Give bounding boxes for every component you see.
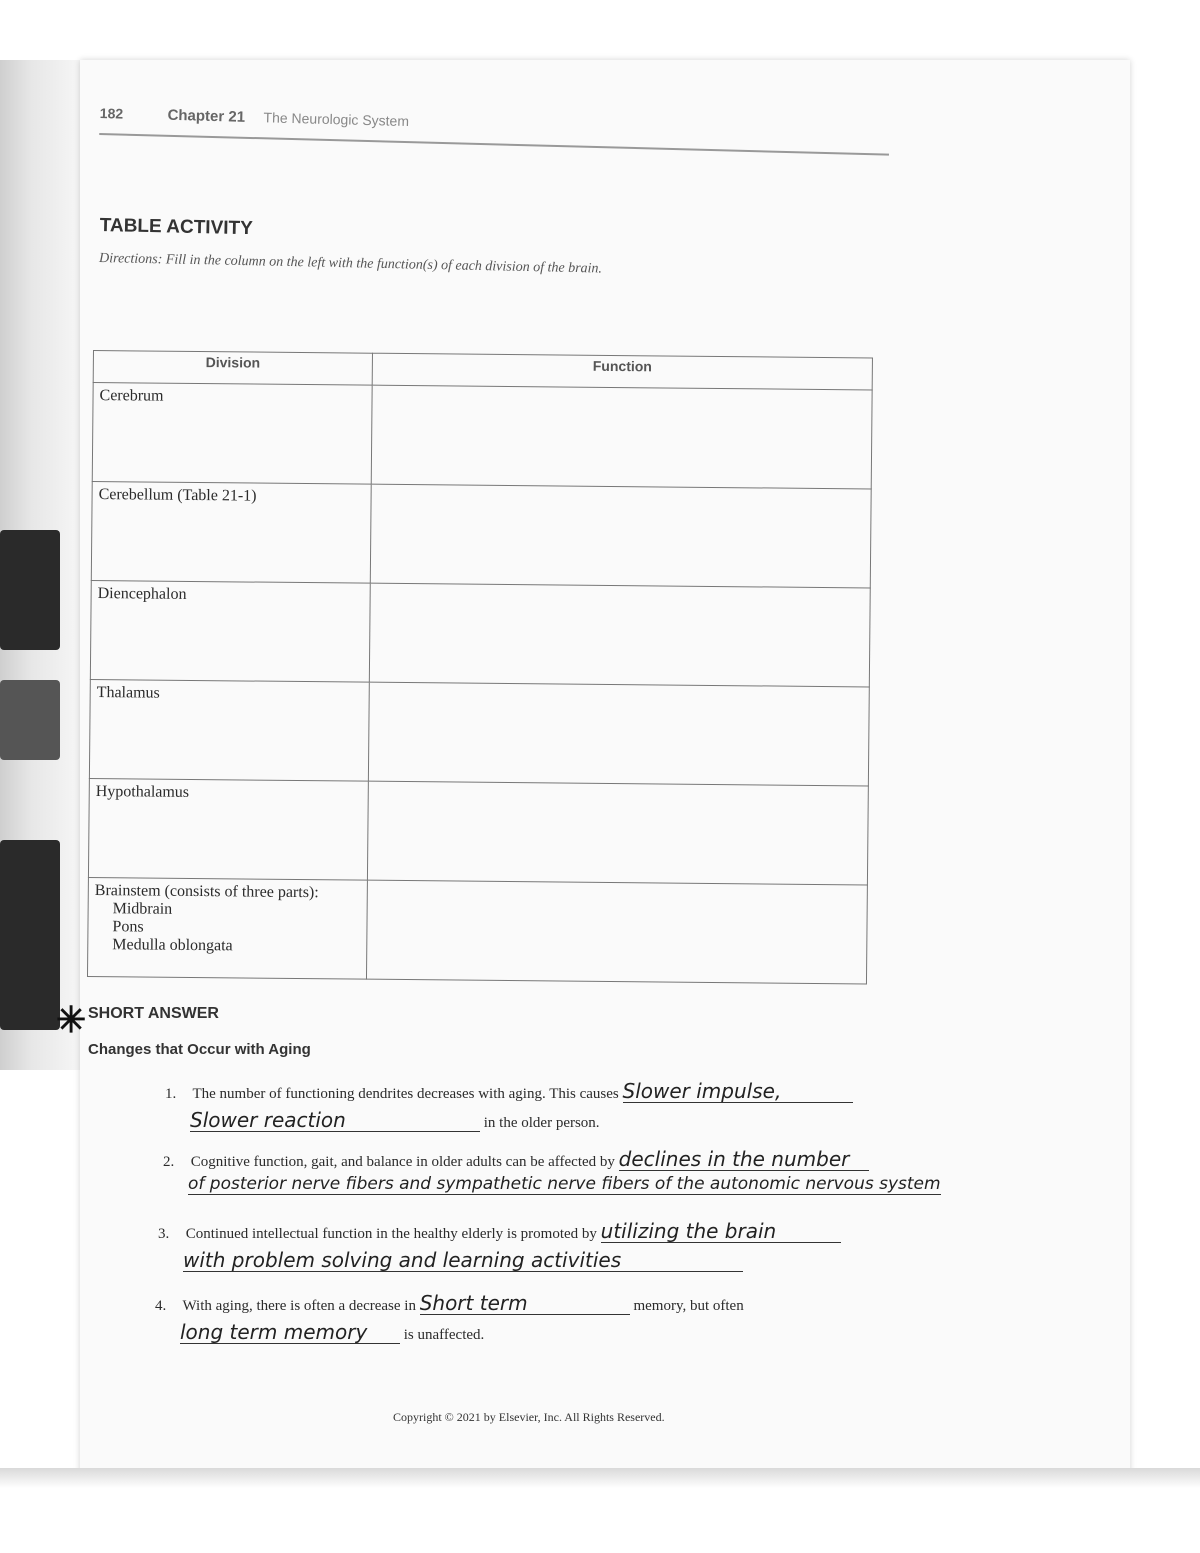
- handwritten-answer[interactable]: Slower reaction: [190, 1109, 480, 1132]
- question-text: The number of functioning dendrites decreases with aging. This causes: [192, 1086, 619, 1102]
- division-cell: [87, 877, 367, 979]
- table-row: [90, 580, 870, 686]
- question-4: [155, 1292, 1115, 1344]
- laptop-keyboard-edge: [0, 60, 80, 1070]
- question-text: in the older person.: [483, 1115, 600, 1131]
- question-text: Cognitive function, gait, and balance in older adults can be affected by: [190, 1154, 615, 1170]
- question-number: 1.: [165, 1086, 177, 1102]
- brainstem-part: Pons: [112, 918, 144, 936]
- chapter-title: The Neurologic System: [263, 109, 410, 130]
- table-row: [88, 778, 868, 884]
- division-cell: Thalamus: [89, 679, 369, 781]
- table-row: [89, 679, 869, 785]
- handwritten-answer[interactable]: long term memory: [180, 1321, 400, 1344]
- column-header-function: Function: [372, 353, 872, 390]
- brainstem-part: Medulla oblongata: [112, 936, 233, 955]
- function-cell[interactable]: [368, 682, 869, 786]
- question-text: memory, but often: [633, 1298, 744, 1314]
- paper-edge-shadow: [0, 1468, 1200, 1488]
- column-header-division: Division: [93, 351, 372, 386]
- keyboard-key: [0, 680, 60, 760]
- division-cell: Diencephalon: [90, 580, 370, 682]
- division-cell: Cerebellum (Table 21-1): [91, 481, 371, 583]
- question-3: [158, 1220, 1118, 1272]
- keyboard-key: [0, 530, 60, 650]
- question-text: is unaffected.: [403, 1327, 485, 1343]
- page-number: 182: [99, 105, 124, 122]
- table-row: [92, 383, 872, 489]
- division-label: Brainstem (consists of three parts):: [94, 882, 319, 902]
- handwritten-answer[interactable]: utilizing the brain: [601, 1220, 841, 1243]
- question-1: [165, 1080, 1125, 1132]
- brain-division-table: [87, 350, 873, 984]
- question-number: 4.: [155, 1298, 167, 1314]
- question-2: [163, 1148, 1123, 1195]
- asterisk-icon: ✳: [56, 999, 87, 1040]
- division-cell: Cerebrum: [92, 383, 372, 485]
- table-row: [87, 877, 867, 983]
- short-answer-title: SHORT ANSWER: [88, 1005, 219, 1022]
- section-title: TABLE ACTIVITY: [99, 215, 254, 240]
- function-cell[interactable]: [366, 880, 867, 984]
- short-answer-subtitle: Changes that Occur with Aging: [88, 1041, 311, 1058]
- question-text: Continued intellectual function in the healthy elderly is promoted by: [185, 1226, 597, 1242]
- question-text: With aging, there is often a decrease in: [182, 1298, 416, 1314]
- handwritten-answer[interactable]: with problem solving and learning activities: [183, 1249, 743, 1272]
- function-cell[interactable]: [371, 385, 872, 489]
- short-answer-section: [56, 999, 1048, 1076]
- function-cell[interactable]: [370, 484, 871, 588]
- question-number: 3.: [158, 1226, 170, 1242]
- brainstem-part: Midbrain: [112, 900, 173, 918]
- handwritten-answer[interactable]: declines in the number: [619, 1148, 869, 1171]
- directions-text: Directions: Fill in the column on the left with the function(s) of each division of the brain.: [98, 250, 603, 277]
- keyboard-key: [0, 840, 60, 1030]
- handwritten-answer[interactable]: of posterior nerve fibers and sympathetic nerve fibers of the autonomic nervous system: [188, 1174, 941, 1194]
- table-row: [91, 481, 871, 587]
- copyright-notice: Copyright © 2021 by Elsevier, Inc. All Rights Reserved.: [393, 1410, 665, 1424]
- function-cell[interactable]: [367, 781, 868, 885]
- question-number: 2.: [163, 1154, 175, 1170]
- chapter-label: Chapter 21: [167, 106, 246, 126]
- division-cell: Hypothalamus: [88, 778, 368, 880]
- handwritten-answer[interactable]: Short term: [420, 1292, 630, 1315]
- function-cell[interactable]: [369, 583, 870, 687]
- handwritten-answer[interactable]: Slower impulse,: [623, 1080, 853, 1103]
